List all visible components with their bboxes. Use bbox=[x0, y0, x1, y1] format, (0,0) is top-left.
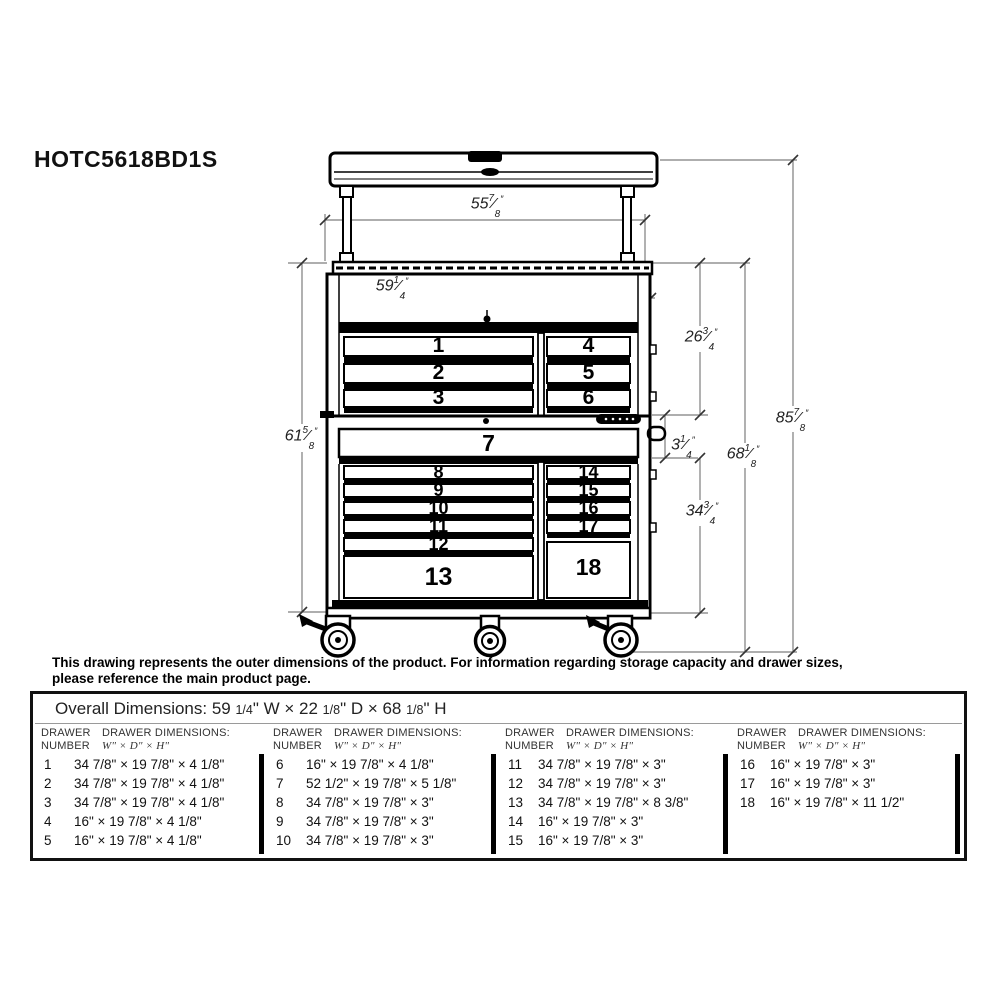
drawer-6-label: 6 bbox=[582, 385, 595, 409]
column-header: DRAWER NUMBER DRAWER DIMENSIONS: W" × D" × H" bbox=[273, 727, 462, 752]
dim-overall-height: $68^1⁄_8''$ bbox=[726, 443, 760, 470]
drawer-11-label: 11 bbox=[428, 515, 449, 536]
table-row: 16 16" × 19 7/8" × 3" bbox=[740, 757, 876, 772]
table-row: 1 34 7/8" × 19 7/8" × 4 1/8" bbox=[44, 757, 225, 772]
dim-max-height: $85^7⁄_8''$ bbox=[775, 407, 809, 434]
caster-left bbox=[299, 614, 354, 656]
lock-top bbox=[484, 316, 491, 323]
worktop bbox=[333, 262, 652, 274]
column-header: DRAWER NUMBER DRAWER DIMENSIONS: W" × D" × H" bbox=[505, 727, 694, 752]
drawer-18-label: 18 bbox=[575, 553, 602, 580]
lid-handle bbox=[468, 151, 502, 162]
table-row: 11 34 7/8" × 19 7/8" × 3" bbox=[508, 757, 666, 772]
dim-cabinet-width: $59^1⁄_4''$ bbox=[375, 275, 409, 302]
drawer-14-label: 14 bbox=[578, 461, 599, 482]
drawer-8-label: 8 bbox=[433, 461, 444, 482]
lock-bottom bbox=[483, 418, 489, 424]
drawer-dimensions-table bbox=[30, 691, 967, 861]
drawer-15-label: 15 bbox=[578, 479, 599, 500]
divider bbox=[35, 723, 962, 724]
drawer-17-label: 17 bbox=[578, 515, 599, 536]
drawer-13-label: 13 bbox=[424, 562, 453, 591]
drawer-1-label: 1 bbox=[432, 334, 445, 357]
dim-body-height: $61^5⁄_8''$ bbox=[284, 425, 318, 452]
column-separator bbox=[259, 754, 264, 854]
column-header: DRAWER NUMBER DRAWER DIMENSIONS: W" × D" × H" bbox=[41, 727, 230, 752]
table-row: 12 34 7/8" × 19 7/8" × 3" bbox=[508, 776, 666, 791]
drawer-table-column-2 bbox=[273, 727, 495, 850]
table-row: 6 16" × 19 7/8" × 4 1/8" bbox=[276, 757, 434, 772]
table-row: 7 52 1/2" × 19 7/8" × 5 1/8" bbox=[276, 776, 457, 791]
dim-cabinet-height: $34^3⁄_4''$ bbox=[685, 500, 719, 527]
disclaimer-note bbox=[52, 655, 962, 687]
column-separator bbox=[955, 754, 960, 854]
drawer-3-label: 3 bbox=[432, 385, 445, 409]
casters bbox=[299, 614, 637, 656]
drawer-table-column-1 bbox=[41, 727, 263, 850]
drawer-table-column-3 bbox=[505, 727, 727, 850]
dim-lid-width: $55^7⁄_8''$ bbox=[470, 193, 504, 220]
overall-dimensions: Overall Dimensions: 59 1/4" W × 22 1/8" D × 68 1/8" H bbox=[55, 699, 447, 718]
table-row: 8 34 7/8" × 19 7/8" × 3" bbox=[276, 795, 434, 810]
caster-center bbox=[476, 616, 505, 656]
table-row: 13 34 7/8" × 19 7/8" × 8 3/8" bbox=[508, 795, 689, 810]
drawer-9-label: 9 bbox=[433, 479, 444, 500]
drawer-table-column-4 bbox=[737, 727, 959, 812]
table-row: 2 34 7/8" × 19 7/8" × 4 1/8" bbox=[44, 776, 225, 791]
table-row: 3 34 7/8" × 19 7/8" × 4 1/8" bbox=[44, 795, 225, 810]
table-row: 15 16" × 19 7/8" × 3" bbox=[508, 833, 644, 848]
lid-open bbox=[330, 151, 657, 186]
table-row: 17 16" × 19 7/8" × 3" bbox=[740, 776, 876, 791]
table-row: 18 16" × 19 7/8" × 11 1/2" bbox=[740, 795, 905, 810]
drawer-7-label: 7 bbox=[482, 429, 495, 456]
dim-chest-height: $26^3⁄_4''$ bbox=[684, 326, 718, 353]
table-row: 4 16" × 19 7/8" × 4 1/8" bbox=[44, 814, 202, 829]
table-row: 14 16" × 19 7/8" × 3" bbox=[508, 814, 644, 829]
caster-right bbox=[586, 615, 637, 656]
table-row: 9 34 7/8" × 19 7/8" × 3" bbox=[276, 814, 434, 829]
dim-mid-gap: $3^1⁄_4''$ bbox=[671, 434, 695, 461]
table-row: 5 16" × 19 7/8" × 4 1/8" bbox=[44, 833, 202, 848]
column-separator bbox=[723, 754, 728, 854]
drawer-5-label: 5 bbox=[582, 361, 595, 384]
note-line-1: This drawing represents the outer dimensions of the product. For information regarding storage capacity and drawer sizes, bbox=[52, 655, 843, 670]
column-separator bbox=[491, 754, 496, 854]
product-title: HOTC5618BD1S bbox=[34, 146, 218, 172]
drawer-4-label: 4 bbox=[582, 334, 595, 357]
note-line-2: please reference the main product page. bbox=[52, 671, 311, 686]
column-header: DRAWER NUMBER DRAWER DIMENSIONS: W" × D" × H" bbox=[737, 727, 926, 752]
table-row: 10 34 7/8" × 19 7/8" × 3" bbox=[276, 833, 434, 848]
drawer-10-label: 10 bbox=[428, 497, 449, 518]
drawer-16-label: 16 bbox=[578, 497, 599, 518]
drawer-2-label: 2 bbox=[432, 361, 445, 384]
drawer-12-label: 12 bbox=[428, 533, 449, 554]
